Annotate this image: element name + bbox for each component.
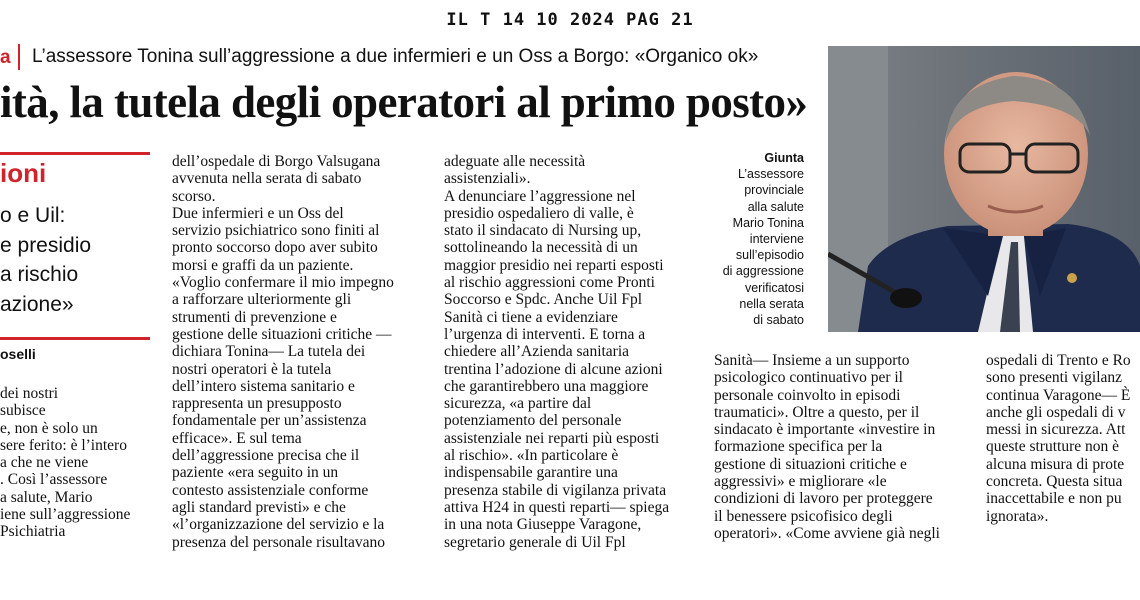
text-line: A denunciare l’aggressione nel: [444, 187, 636, 205]
text-line: dell’aggressione precisa che il: [172, 447, 360, 465]
text-line: sindacato è importante «investire in: [714, 421, 936, 439]
text-line: iene sull’aggressione: [0, 506, 131, 524]
caption-line: Mario Tonina: [732, 215, 804, 230]
article-column-3: [444, 153, 669, 551]
text-line: maggior presidio nei reparti esposti: [444, 256, 664, 274]
article-column-5: [986, 352, 1140, 525]
text-line: subisce: [0, 402, 46, 420]
caption-line: verificatosi: [744, 280, 804, 295]
text-line: gestione di situazioni critiche e: [714, 455, 907, 473]
side-box-title: ioni: [0, 158, 47, 188]
text-line: paziente «era seguito in un: [172, 464, 339, 482]
text-line: messi in sicurezza. Att: [986, 421, 1126, 439]
caption-line: L’assessore: [737, 167, 804, 182]
caption-line: provinciale: [744, 183, 804, 198]
text-line: attiva H24 in questi reparti— spiega: [444, 498, 670, 516]
text-line: ospedali di Trento e Ro: [986, 352, 1131, 369]
text-line: queste strutture non è: [986, 438, 1120, 456]
text-line: a salute, Mario: [0, 488, 93, 506]
byline: oselli: [0, 346, 36, 362]
kicker-tag: a: [0, 47, 11, 68]
side-box-subtitle-line: o e Uil:: [0, 204, 66, 227]
side-box-subtitle-line: a rischio: [0, 263, 79, 286]
text-line: servizio psichiatrico sono finiti al: [172, 222, 380, 240]
text-line: contesto assistenziale conforme: [172, 481, 369, 499]
text-line: nostri operatori è la tutela: [172, 360, 332, 378]
text-line: condizioni di lavoro per proteggere: [714, 490, 933, 508]
text-line: «l’organizzazione del servizio e la: [172, 516, 385, 534]
text-line: in una nota Giuseppe Varagone,: [444, 516, 642, 534]
kicker-separator: [18, 44, 20, 70]
photo-caption: [714, 150, 804, 328]
side-box-bottom-rule: [0, 337, 150, 340]
text-line: strumenti di prevenzione e: [172, 308, 337, 326]
text-line: traumatici». Oltre a questo, per il: [714, 403, 920, 421]
text-line: e, non è solo un: [0, 419, 98, 437]
text-line: segretario generale di Uil Fpl: [444, 533, 626, 551]
text-line: «Voglio confermare il mio impegno: [172, 274, 394, 292]
caption-line: interviene: [749, 232, 804, 247]
text-line: psicologico continuativo per il: [714, 369, 903, 387]
text-line: Soccorso e Spdc. Anche Uil Fpl: [444, 291, 643, 309]
text-line: sere ferito: è l’intero: [0, 436, 127, 454]
article-column-1: [0, 385, 130, 541]
text-line: alcuna misura di prote: [986, 455, 1125, 473]
text-line: dei nostri: [0, 385, 59, 402]
text-line: il benessere psicofisico degli: [714, 507, 893, 525]
text-line: a che ne viene: [0, 454, 89, 472]
caption-line: di sabato: [753, 313, 804, 328]
text-line: continua Varagone— È: [986, 386, 1131, 404]
text-line: formazione specifica per la: [714, 438, 883, 456]
assessore-photo-graphic: [828, 46, 1140, 332]
text-line: avvenuta nella serata di sabato: [172, 170, 362, 188]
text-line: Psichiatria: [0, 523, 66, 541]
text-line: inaccettabile e non pu: [986, 490, 1122, 508]
article-column-4: [714, 352, 940, 542]
text-line: personale coinvolto in episodi: [714, 386, 901, 404]
text-line: scorso.: [172, 187, 216, 205]
caption-line: sull’episodio: [735, 248, 804, 263]
text-line: Sanità— Insieme a un supporto: [714, 352, 910, 369]
text-line: chiedere all’Azienda sanitaria: [444, 343, 630, 361]
text-line: ignorata».: [986, 507, 1049, 525]
assessore-photo: [828, 46, 1140, 332]
text-line: adeguate alle necessità: [444, 153, 586, 170]
text-line: anche gli ospedali di v: [986, 403, 1126, 421]
text-line: pronto soccorso dopo aver subito: [172, 239, 378, 257]
text-line: sicurezza, «a partire dal: [444, 395, 592, 413]
text-line: Due infermieri e un Oss del: [172, 204, 344, 222]
text-line: Sanità ci tiene a evidenziare: [444, 308, 618, 326]
text-line: rappresenta un presupposto: [172, 395, 342, 413]
text-line: morsi e graffi da un paziente.: [172, 256, 354, 274]
headline: ità, la tutela degli operatori al primo posto»: [0, 77, 808, 127]
caption-line: di aggressione: [722, 264, 804, 279]
text-line: che garantirebbero una maggiore: [444, 377, 649, 395]
page-header-label: IL T 14 10 2024 PAG 21: [446, 10, 694, 30]
side-box-top-rule: [0, 152, 150, 155]
caption-line: nella serata: [739, 296, 804, 311]
article-column-2: [172, 153, 394, 551]
text-line: assistenziale nei reparti più esposti: [444, 429, 660, 447]
text-line: stato il sindacato di Nursing up,: [444, 222, 642, 240]
text-line: l’urgenza di interventi. E torna a: [444, 325, 646, 343]
text-line: al rischio». «In particolare è: [444, 447, 619, 465]
text-line: potenziamento del personale: [444, 412, 622, 430]
text-line: presenza stabile di vigilanza privata: [444, 481, 667, 499]
text-line: agli standard previsti» e che: [172, 498, 346, 516]
text-line: trentina l’adozione di alcune azioni: [444, 360, 663, 378]
text-line: a rafforzare ulteriormente gli: [172, 291, 352, 309]
text-line: sono presenti vigilanz: [986, 369, 1123, 387]
text-line: al rischio aggressioni come Pronti: [444, 274, 655, 292]
text-line: aggressivi» e migliorare «le: [714, 473, 887, 491]
caption-line: alla salute: [747, 199, 804, 214]
text-line: efficace». E sul tema: [172, 429, 302, 447]
text-line: presenza del personale risultavano: [172, 533, 386, 551]
kicker-text: L’assessore Tonina sull’aggressione a due infermieri e un Oss a Borgo: «Organico ok»: [32, 46, 759, 67]
text-line: dell’intero sistema sanitario e: [172, 377, 355, 395]
text-line: sottolineando la necessità di un: [444, 239, 638, 257]
text-line: dell’ospedale di Borgo Valsugana: [172, 153, 381, 170]
side-box-subtitle-line: e presidio: [0, 234, 92, 257]
text-line: assistenziali».: [444, 170, 531, 188]
text-line: gestione delle situazioni critiche —: [172, 325, 392, 343]
text-line: fondamentale per un’assistenza: [172, 412, 367, 430]
text-line: indispensabile garantire una: [444, 464, 618, 482]
text-line: operatori». «Come avviene già negli: [714, 524, 940, 542]
text-line: dichiara Tonina— La tutela dei: [172, 343, 366, 361]
side-box-subtitle-line: azione»: [0, 293, 74, 316]
text-line: presidio ospedaliero di valle, è: [444, 204, 634, 222]
text-line: concreta. Questa situa: [986, 473, 1123, 491]
caption-title: Giunta: [764, 151, 804, 165]
text-line: . Così l’assessore: [0, 471, 108, 489]
